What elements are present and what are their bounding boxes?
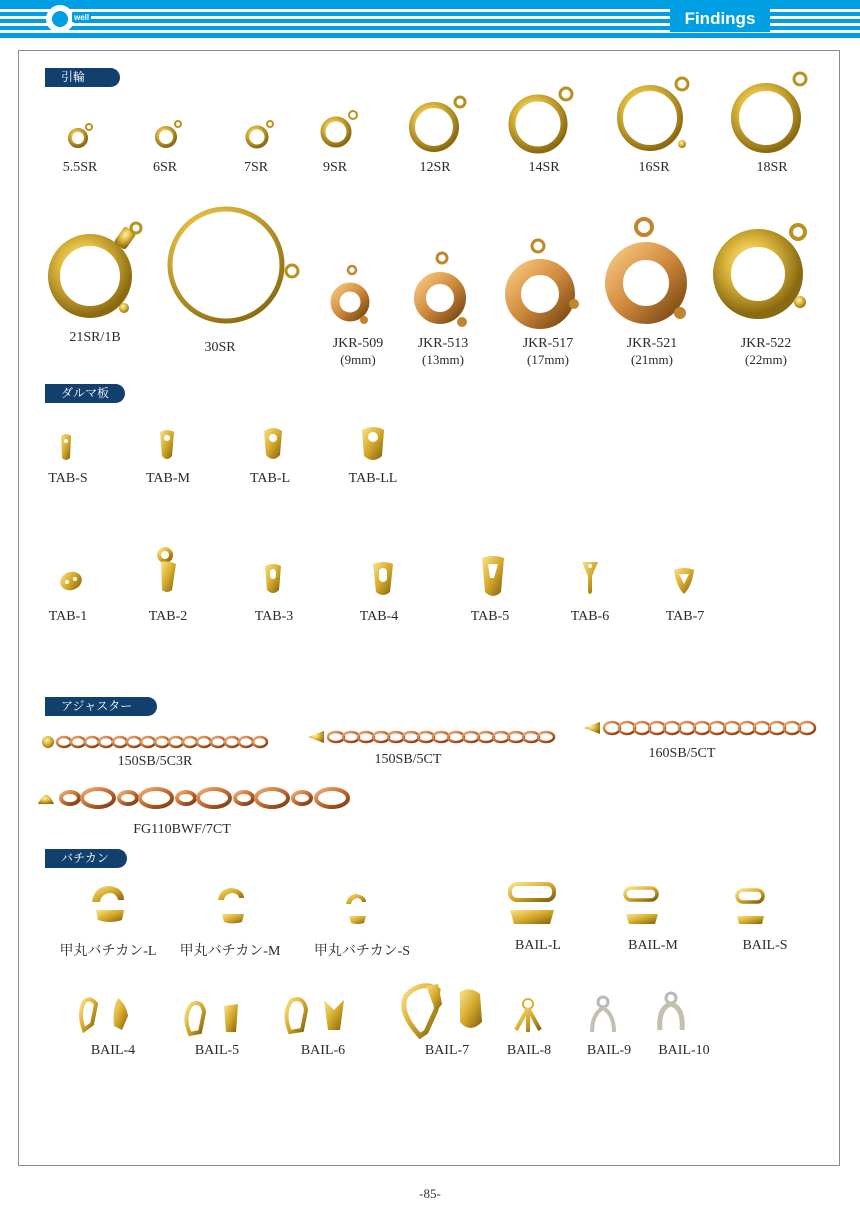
item-label: 甲丸バチカン-L xyxy=(59,944,157,959)
bail-icon xyxy=(396,982,492,1040)
marine-clasp-icon xyxy=(500,238,588,336)
item-label xyxy=(510,336,586,368)
item-label: 12SR xyxy=(419,160,451,175)
item-label: BAIL-M xyxy=(628,938,678,953)
bail-icon xyxy=(506,880,558,930)
item-label: BAIL-9 xyxy=(586,1043,632,1058)
extender-chain-icon xyxy=(36,780,356,816)
tab-icon xyxy=(358,424,388,464)
item-size: (21mm) xyxy=(631,352,673,367)
item-label: BAIL-10 xyxy=(658,1043,710,1058)
tab-icon xyxy=(260,425,286,463)
tab-icon xyxy=(154,546,182,596)
bail-icon xyxy=(342,890,372,928)
item-label: BAIL-4 xyxy=(90,1043,136,1058)
spring-ring-icon xyxy=(148,116,188,154)
tab-icon xyxy=(476,554,510,600)
item-label: 甲丸バチカン-M xyxy=(179,944,281,959)
item-size: (13mm) xyxy=(422,352,464,367)
item-label xyxy=(320,336,396,368)
item-size: (9mm) xyxy=(340,352,376,367)
page-header xyxy=(0,0,860,38)
section-title-bail: バチカン xyxy=(45,849,127,868)
spring-ring-icon xyxy=(238,116,280,154)
item-label: 160SB/5CT xyxy=(648,746,716,761)
item-label: BAIL-S xyxy=(742,938,788,953)
tab-icon xyxy=(670,566,698,596)
item-label: 16SR xyxy=(638,160,670,175)
item-label: TAB-6 xyxy=(570,609,610,624)
marine-clasp-icon xyxy=(706,218,818,330)
item-label: 6SR xyxy=(152,160,178,175)
item-label: FG110BWF/7CT xyxy=(133,822,231,837)
item-label: BAIL-6 xyxy=(300,1043,346,1058)
item-code: JKR-517 xyxy=(522,336,574,351)
item-label: 150SB/5CT xyxy=(374,752,442,767)
item-label: 14SR xyxy=(528,160,560,175)
bail-icon xyxy=(88,884,132,930)
marine-clasp-icon xyxy=(328,262,374,328)
item-label: BAIL-5 xyxy=(194,1043,240,1058)
bail-icon xyxy=(510,996,546,1038)
item-label: 甲丸バチカン-S xyxy=(313,944,411,959)
item-label: 9SR xyxy=(322,160,348,175)
spring-ring-icon xyxy=(314,104,364,154)
tab-icon xyxy=(58,568,84,594)
spring-ring-icon xyxy=(60,118,100,154)
spring-ring-icon xyxy=(726,68,814,156)
item-label: BAIL-7 xyxy=(424,1043,470,1058)
bail-icon xyxy=(282,994,348,1038)
tab-icon xyxy=(156,428,178,462)
tab-icon xyxy=(580,558,600,598)
item-label xyxy=(614,336,690,368)
tab-icon xyxy=(58,432,74,462)
extender-chain-icon xyxy=(306,726,560,748)
bail-icon xyxy=(654,990,688,1036)
item-label: TAB-2 xyxy=(148,609,188,624)
item-label: BAIL-8 xyxy=(506,1043,552,1058)
extender-chain-icon xyxy=(582,716,826,740)
extender-chain-icon xyxy=(40,730,270,754)
item-code: JKR-521 xyxy=(626,336,678,351)
item-label: 5.5SR xyxy=(62,160,98,175)
section-title-adjuster: アジャスター xyxy=(45,697,157,716)
spring-ring-icon xyxy=(502,84,580,156)
section-title-ring: 引輪 xyxy=(45,68,120,87)
bail-icon xyxy=(734,886,768,928)
spring-ring-icon xyxy=(156,205,306,325)
tab-icon xyxy=(368,560,398,598)
item-code: JKR-509 xyxy=(332,336,384,351)
item-size: (22mm) xyxy=(745,352,787,367)
item-label: BAIL-L xyxy=(515,938,561,953)
brand-logo-icon xyxy=(46,5,74,33)
spring-ring-icon xyxy=(40,214,150,324)
item-label: 7SR xyxy=(243,160,269,175)
item-label: TAB-1 xyxy=(48,609,88,624)
spring-ring-icon xyxy=(402,92,472,154)
item-code: JKR-513 xyxy=(417,336,469,351)
page-number: -85- xyxy=(419,1186,441,1201)
item-size: (17mm) xyxy=(527,352,569,367)
item-label: TAB-7 xyxy=(665,609,705,624)
item-label: 150SB/5C3R xyxy=(117,754,193,769)
item-label: TAB-L xyxy=(249,471,291,486)
item-label xyxy=(405,336,481,368)
brand-logo-text: well xyxy=(74,13,90,22)
marine-clasp-icon xyxy=(408,250,474,332)
item-label: TAB-M xyxy=(146,471,190,486)
bail-icon xyxy=(622,884,662,928)
item-label: 21SR/1B xyxy=(69,330,121,345)
bail-icon xyxy=(180,998,246,1038)
marine-clasp-icon xyxy=(600,215,696,335)
tab-icon xyxy=(260,562,286,596)
page-title: Findings xyxy=(670,6,770,32)
item-code: JKR-522 xyxy=(740,336,792,351)
item-label: TAB-LL xyxy=(348,471,398,486)
item-label: 30SR xyxy=(204,340,236,355)
item-label xyxy=(728,336,804,368)
bail-icon xyxy=(76,994,138,1034)
bail-icon xyxy=(586,994,620,1036)
spring-ring-icon xyxy=(612,72,696,156)
item-label: TAB-3 xyxy=(254,609,294,624)
section-title-tab: ダルマ板 xyxy=(45,384,125,403)
item-label: TAB-S xyxy=(48,471,88,486)
item-label: 18SR xyxy=(756,160,788,175)
item-label: TAB-5 xyxy=(470,609,510,624)
item-label: TAB-4 xyxy=(359,609,399,624)
bail-icon xyxy=(214,884,250,930)
